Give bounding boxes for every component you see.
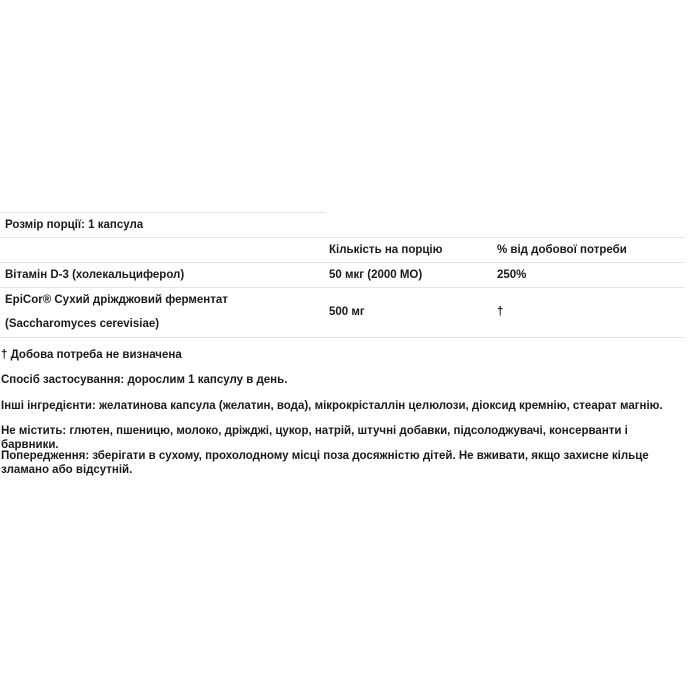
does-not-contain-text: Не містить: глютен, пшеницю, молоко, дріжджі, цукор, натрій, штучні добавки, підсолоджувачі, консерванти і барвники. — [1, 425, 628, 451]
nutrient-daily-value: 250% — [497, 269, 527, 281]
usage-text: Спосіб застосування: дорослим 1 капсулу в день. — [1, 374, 288, 386]
other-ingredients-text: Інші інгредієнти: желатинова капсула (желатин, вода), мікрокрісталлін целюлози, діоксид кремнію, стеарат магнію. — [1, 400, 663, 412]
warning-text: Попередження: зберігати в сухому, прохолодному місці поза досяжністю дітей. Не вживати, якщо захисне кільце зламано або відсутній. — [1, 450, 649, 476]
divider — [0, 262, 684, 263]
nutrient-name-line1: EpiCor® Сухий дріжджовий ферментат — [5, 294, 228, 306]
divider-top — [0, 212, 325, 213]
divider — [0, 287, 684, 288]
column-header-daily-value: % від добової потреби — [497, 244, 627, 256]
column-header-amount: Кількість на порцію — [329, 244, 443, 256]
divider-bottom — [0, 337, 684, 338]
nutrient-daily-value: † — [497, 306, 504, 318]
serving-size: Розмір порції: 1 капсула — [5, 219, 144, 231]
footnote: † Добова потреба не визначена — [1, 349, 182, 361]
divider — [0, 237, 684, 238]
nutrient-amount: 500 мг — [329, 306, 365, 318]
nutrient-name: Вітамін D-3 (холекальциферол) — [5, 269, 185, 281]
nutrient-amount: 50 мкг (2000 МО) — [329, 269, 423, 281]
nutrient-name-line2: (Saccharomyces cerevisiae) — [5, 318, 160, 330]
